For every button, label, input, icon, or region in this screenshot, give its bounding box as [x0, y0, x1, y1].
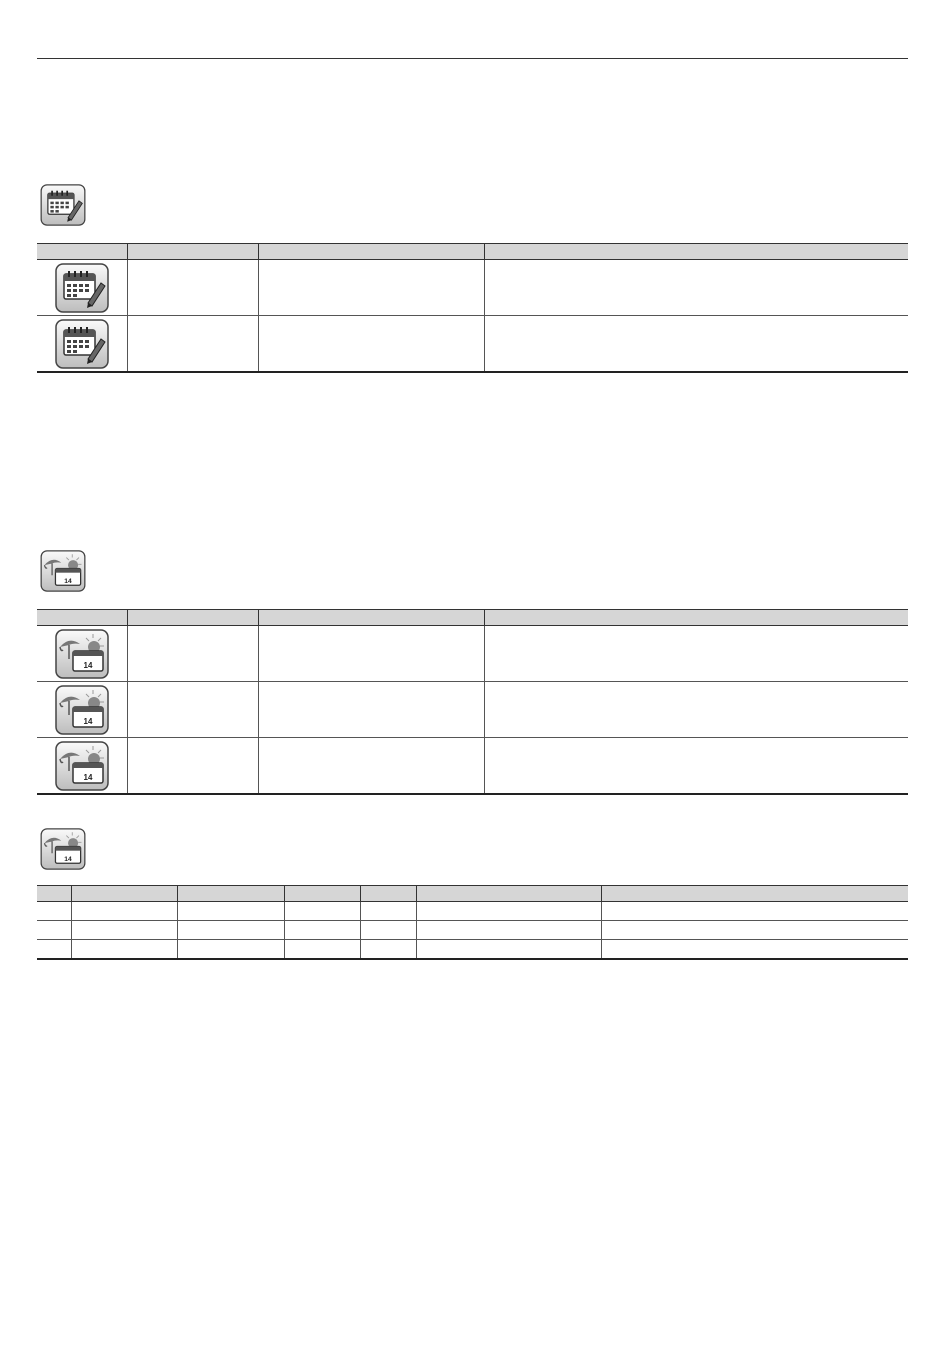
table-cell [484, 316, 908, 373]
table-row [37, 940, 908, 960]
header-cell [258, 244, 484, 260]
holiday-settings-table [37, 609, 908, 795]
table-cell [37, 902, 71, 921]
header-cell [258, 610, 484, 626]
table-cell [71, 902, 177, 921]
icon-cell [37, 260, 127, 316]
calendar-edit-icon [55, 263, 109, 313]
table-cell [360, 902, 416, 921]
calendar-day-number: 14 [83, 772, 93, 782]
table-cell [71, 921, 177, 940]
table-cell [601, 921, 908, 940]
holiday-calendar-icon [55, 685, 109, 735]
table-header-row [37, 610, 908, 626]
header-cell [127, 610, 258, 626]
header-cell [37, 244, 127, 260]
header-cell [416, 886, 601, 902]
table-cell [360, 921, 416, 940]
calendar-day-number: 14 [83, 660, 93, 670]
top-rule [37, 58, 908, 59]
table-cell [258, 626, 484, 682]
header-cell [37, 610, 127, 626]
table-cell [360, 940, 416, 960]
table-row [37, 682, 908, 738]
table-cell [284, 902, 360, 921]
icon-cell [37, 316, 127, 373]
header-cell [71, 886, 177, 902]
table-cell [71, 940, 177, 960]
table-row [37, 921, 908, 940]
table-cell [258, 316, 484, 373]
table-cell [601, 940, 908, 960]
header-cell [37, 886, 71, 902]
calendar-day-number: 14 [83, 716, 93, 726]
table-row [37, 260, 908, 316]
table-cell [258, 260, 484, 316]
table-cell [127, 626, 258, 682]
table-cell [416, 902, 601, 921]
header-cell [284, 886, 360, 902]
calendar-edit-icon [55, 319, 109, 369]
table-cell [177, 902, 284, 921]
header-cell [484, 244, 908, 260]
holiday-list-table [37, 885, 908, 960]
table-cell [484, 626, 908, 682]
table-cell [258, 682, 484, 738]
table-header-row [37, 886, 908, 902]
table-cell [177, 940, 284, 960]
holiday-calendar-icon [55, 741, 109, 791]
icon-cell [37, 738, 127, 795]
holiday-calendar-icon [40, 828, 86, 870]
table-header-row [37, 244, 908, 260]
header-cell [601, 886, 908, 902]
table-cell [177, 921, 284, 940]
table-cell [37, 921, 71, 940]
table-cell [601, 902, 908, 921]
calendar-day-number: 14 [64, 577, 72, 585]
icon-cell [37, 626, 127, 682]
calendar-day-number: 14 [64, 855, 72, 863]
table-cell [37, 940, 71, 960]
table-cell [127, 738, 258, 795]
holiday-calendar-icon [55, 629, 109, 679]
table-cell [127, 682, 258, 738]
schedule-settings-table [37, 243, 908, 373]
header-cell [484, 610, 908, 626]
calendar-edit-icon [40, 184, 86, 226]
icon-cell [37, 682, 127, 738]
table-cell [484, 682, 908, 738]
holiday-calendar-icon [40, 550, 86, 592]
table-cell [416, 940, 601, 960]
table-cell [484, 260, 908, 316]
table-cell [258, 738, 484, 795]
header-cell [177, 886, 284, 902]
table-row [37, 738, 908, 795]
header-cell [127, 244, 258, 260]
header-cell [360, 886, 416, 902]
table-cell [484, 738, 908, 795]
table-cell [127, 316, 258, 373]
table-cell [127, 260, 258, 316]
table-row [37, 902, 908, 921]
table-row [37, 316, 908, 373]
table-cell [284, 940, 360, 960]
table-cell [284, 921, 360, 940]
table-cell [416, 921, 601, 940]
table-row [37, 626, 908, 682]
